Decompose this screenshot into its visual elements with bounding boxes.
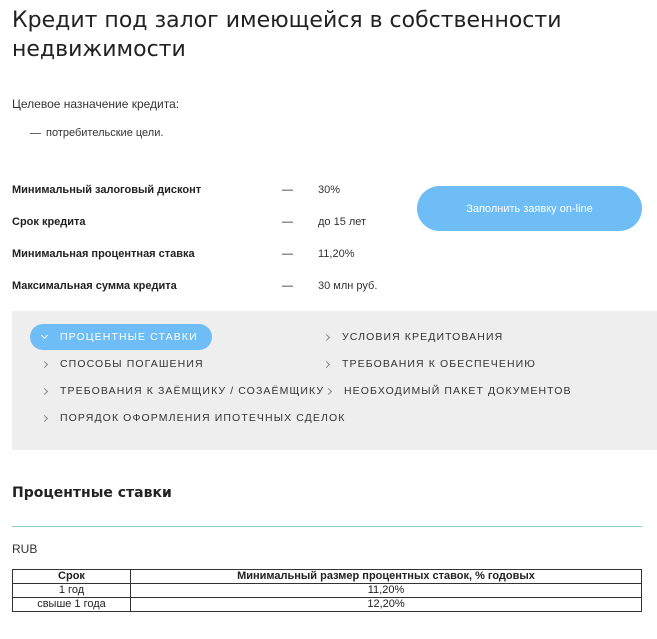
currency-label: RUB bbox=[12, 542, 38, 556]
table-row bbox=[13, 598, 642, 612]
tabs-panel bbox=[12, 311, 657, 450]
page-title: Кредит под залог имеющейся в собственности недвижимости bbox=[12, 8, 562, 62]
param-row-max-amount bbox=[12, 280, 412, 296]
param-dash: — bbox=[282, 248, 293, 260]
tab-label: ПОРЯДОК ОФОРМЛЕНИЯ ИПОТЕЧНЫХ СДЕЛОК bbox=[60, 412, 346, 424]
tab-label: УСЛОВИЯ КРЕДИТОВАНИЯ bbox=[342, 331, 504, 343]
apply-online-button[interactable]: Заполнить заявку on-line bbox=[417, 186, 642, 231]
tab-repayment-methods[interactable] bbox=[42, 351, 204, 377]
chevron-right-icon bbox=[325, 387, 332, 394]
table-cell-term: 1 год bbox=[13, 584, 131, 598]
tab-interest-rates[interactable] bbox=[30, 324, 212, 350]
chevron-right-icon bbox=[323, 360, 330, 367]
section-title: Процентные ставки bbox=[12, 485, 172, 501]
param-value: 11,20% bbox=[318, 248, 355, 260]
param-dash: — bbox=[282, 216, 293, 228]
param-label: Максимальная сумма кредита bbox=[12, 280, 177, 292]
tab-lending-conditions[interactable] bbox=[324, 324, 503, 350]
tab-collateral-requirements[interactable] bbox=[324, 351, 536, 377]
purpose-label: Целевое назначение кредита: bbox=[12, 97, 180, 111]
tab-mortgage-procedure[interactable] bbox=[42, 405, 345, 431]
param-label: Минимальный залоговый дисконт bbox=[12, 184, 202, 196]
table-cell-rate: 12,20% bbox=[131, 598, 642, 612]
param-dash: — bbox=[282, 184, 293, 196]
tab-label: СПОСОБЫ ПОГАШЕНИЯ bbox=[60, 358, 204, 370]
param-row-min-rate bbox=[12, 248, 412, 264]
chevron-down-icon bbox=[41, 332, 48, 339]
param-row-term bbox=[12, 216, 412, 232]
tab-borrower-requirements[interactable] bbox=[42, 378, 324, 404]
param-label: Минимальная процентная ставка bbox=[12, 248, 195, 260]
table-header-row bbox=[13, 570, 642, 584]
param-row-discount bbox=[12, 184, 412, 200]
tab-label: ПРОЦЕНТНЫЕ СТАВКИ bbox=[60, 331, 198, 343]
param-value: до 15 лет bbox=[318, 216, 367, 228]
table-cell-rate: 11,20% bbox=[131, 584, 642, 598]
tab-label: ТРЕБОВАНИЯ К ЗАЁМЩИКУ / СОЗАЁМЩИКУ bbox=[60, 385, 325, 397]
rates-table bbox=[12, 569, 642, 612]
chevron-right-icon bbox=[41, 360, 48, 367]
param-value: 30 млн руб. bbox=[318, 280, 378, 292]
column-header-rate: Минимальный размер процентных ставок, % годовых bbox=[131, 570, 642, 584]
param-dash: — bbox=[282, 280, 293, 292]
chevron-right-icon bbox=[41, 414, 48, 421]
purpose-item-text: потребительские цели. bbox=[46, 127, 164, 139]
purpose-item bbox=[30, 127, 163, 139]
chevron-right-icon bbox=[323, 333, 330, 340]
tab-required-documents[interactable] bbox=[326, 378, 572, 404]
section-divider bbox=[12, 526, 642, 527]
column-header-term: Срок bbox=[13, 570, 131, 584]
tab-label: НЕОБХОДИМЫЙ ПАКЕТ ДОКУМЕНТОВ bbox=[344, 385, 572, 397]
table-row bbox=[13, 584, 642, 598]
param-value: 30% bbox=[318, 184, 341, 196]
table-cell-term: свыше 1 года bbox=[13, 598, 131, 612]
chevron-right-icon bbox=[41, 387, 48, 394]
tab-label: ТРЕБОВАНИЯ К ОБЕСПЕЧЕНИЮ bbox=[342, 358, 537, 370]
dash-bullet-icon bbox=[30, 133, 41, 134]
param-label: Срок кредита bbox=[12, 216, 86, 228]
